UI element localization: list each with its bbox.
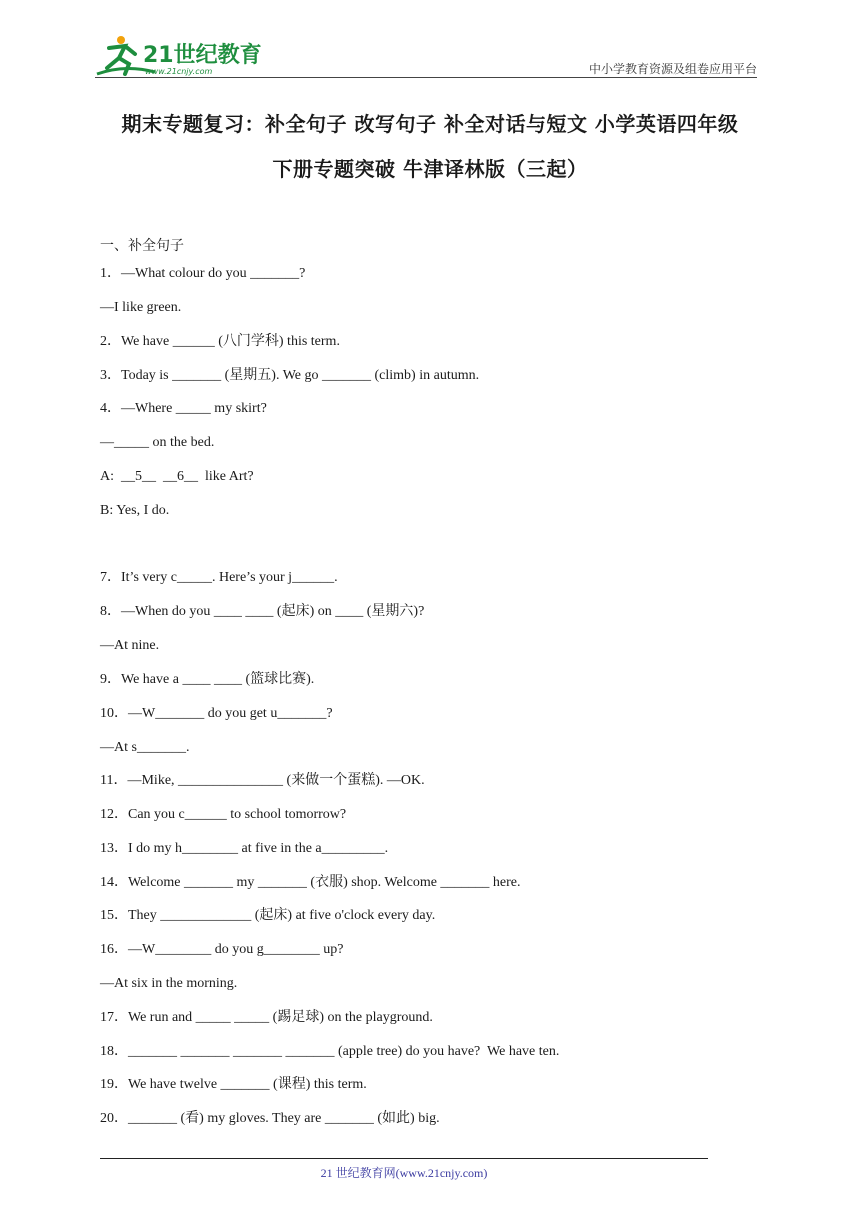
header-platform-text: 中小学教育资源及组卷应用平台 [588, 62, 757, 76]
logo-url: www.21cnjy.com [145, 67, 213, 76]
site-logo [95, 34, 265, 78]
question-line: 10．—W_______ do you get u_______? [100, 706, 333, 721]
question-line: 17．We run and _____ _____ (踢足球) on the playground. [100, 1010, 433, 1025]
logo-text: 21世纪教育 [143, 43, 262, 68]
question-line: 12．Can you c______ to school tomorrow? [100, 807, 347, 822]
question-line: 14．Welcome _______ my _______ (衣服) shop. Welcome _______ here. [100, 875, 521, 890]
question-line: 11．—Mike, _______________ (来做一个蛋糕). —OK. [100, 773, 425, 788]
page-header [95, 32, 757, 78]
question-line: 20．_______ (看) my gloves. They are _______ (如此) big. [100, 1111, 440, 1126]
question-line: 9．We have a ____ ____ (篮球比赛). [100, 672, 315, 687]
page-title-line-1: 期末专题复习：补全句子 改写句子 补全对话与短文 小学英语四年级 [121, 112, 739, 136]
question-line: —At six in the morning. [100, 976, 238, 991]
question-line: B: Yes, I do. [100, 503, 170, 518]
question-line: 19．We have twelve _______ (课程) this term. [100, 1077, 367, 1092]
question-line: 4．—Where _____ my skirt? [100, 401, 267, 416]
footer-text: 21 世纪教育网(www.21cnjy.com) [320, 1166, 488, 1180]
question-line: 1．—What colour do you _______? [100, 266, 306, 281]
question-line: —I like green. [100, 300, 182, 315]
question-line: —At nine. [100, 638, 160, 653]
question-line: 15．They _____________ (起床) at five o'clock every day. [100, 908, 436, 923]
section-heading: 一、补全句子 [100, 238, 184, 254]
question-line: —At s_______. [100, 740, 190, 755]
question-line: 16．—W________ do you g________ up? [100, 942, 344, 957]
header-divider [95, 77, 757, 78]
question-line: 7．It’s very c_____. Here’s your j______. [100, 570, 338, 585]
question-line: 13．I do my h________ at five in the a_________. [100, 841, 389, 856]
question-line: A: __5__ __6__ like Art? [100, 469, 254, 484]
page-title-line-2: 下册专题突破 牛津译林版（三起） [272, 157, 588, 181]
question-line: 3．Today is _______ (星期五). We go _______ (climb) in autumn. [100, 368, 480, 383]
question-line: —_____ on the bed. [100, 435, 215, 450]
question-line: 18．_______ _______ _______ _______ (apple tree) do you have? We have ten. [100, 1044, 560, 1059]
question-line: 2．We have ______ (八门学科) this term. [100, 334, 340, 349]
footer-divider [100, 1158, 708, 1159]
question-line: 8．—When do you ____ ____ (起床) on ____ (星期六)? [100, 604, 425, 619]
